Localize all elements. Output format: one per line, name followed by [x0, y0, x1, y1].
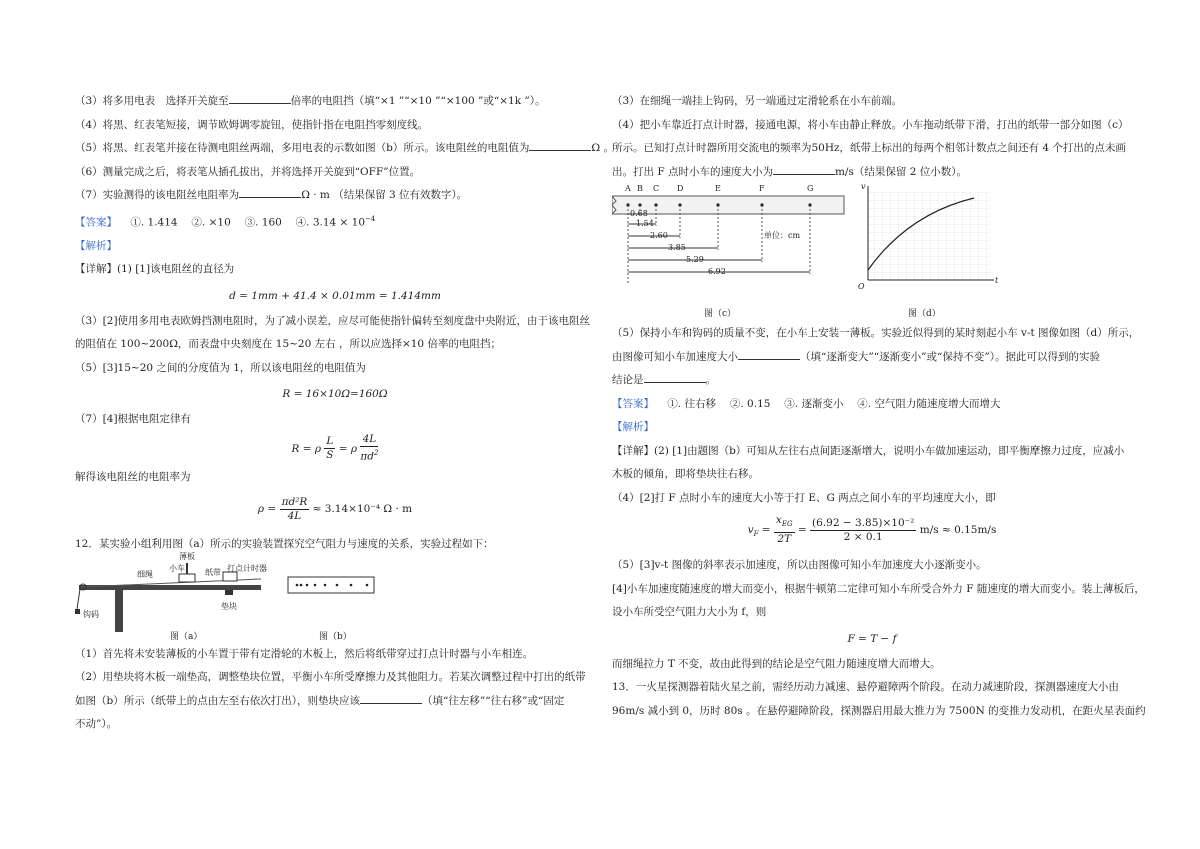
tape-dim-3: 2.60 — [650, 231, 668, 240]
detail-12-1: 【详解】(2) [1]由题图（b）可知从左往右点间距逐渐增大，说明小车做加速运动，即平衡摩擦力过度，应减小 — [612, 444, 1125, 457]
label-rope: 细绳 — [137, 569, 153, 579]
tape-point-G: G — [807, 184, 814, 193]
q12-step2b: 如图（b）所示（纸带上的点由左至右依次打出），则垫块应该 （填“往左移”“往右移”或“固定 — [75, 690, 595, 714]
formula-force: F = T − f — [847, 632, 897, 645]
q12-step5b: 由图像可知小车加速度大小 （填“逐渐变大”“逐渐变小”或“保持不变”）。据此可以得到的实验 — [612, 346, 1132, 370]
question-13: 13．一火星探测器着陆火星之前，需经历动力减速、悬停避障两个阶段。在动力减速阶段，探测器速度大小由 — [612, 681, 1119, 694]
question-12: 12．某实验小组利用图（a）所示的实验装置探究空气阻力与速度的关系，实验过程如下： — [75, 538, 494, 550]
tape-c-diagram — [612, 188, 852, 288]
label-cart: 小车 — [169, 563, 185, 573]
label-weight: 钩码 — [83, 609, 99, 619]
label-timer: 打点计时器 — [227, 563, 267, 573]
caption-fig-d: 图（d） — [908, 309, 941, 319]
label-block: 垫块 — [221, 601, 237, 611]
detail-12-4: [4]小车加速度随速度的增大而变小，根据牛顿第二定律可知小车所受合外力 F 随速度的增大而变小。装上薄板后， — [612, 582, 1145, 595]
graph-x-axis-label: t — [995, 276, 999, 285]
tape-point-E: E — [715, 184, 721, 193]
tape-point-C: C — [653, 184, 660, 193]
right-column — [612, 90, 1146, 723]
q12-step4: （4）把小车靠近打点计时器，接通电源，将小车由静止释放。小车拖动纸带下滑，打出的纸带一部分如图（c） — [612, 118, 1129, 131]
detail-1: 【详解】(1) [1]该电阻丝的直径为 — [75, 263, 235, 275]
tape-point-D: D — [677, 184, 684, 193]
detail-12-2: （4）[2]打 F 点时小车的速度大小等于打 E、G 两点之间小车的平均速度大小，即 — [612, 491, 996, 504]
tape-dim-5: 5.29 — [686, 255, 704, 264]
question-13b: 96m/s 减小到 0，历时 80s 。在悬停避障阶段，探测器启用最大推力为 7500N 的变推力发动机，在距火星表面约 — [612, 704, 1146, 717]
q12-step5: （5）保持小车和钩码的质量不变，在小车上安装一薄板。实验近似得到的某时刻起小车 v-t 图像如图（d）所示， — [612, 327, 1140, 339]
q11-step3: （3）将多用电表 选择开关旋至 倍率的电阻挡（填“×1 ”“×10 ”“×100 ”或“×1k ”）。 — [75, 90, 595, 114]
q12-step4b: 所示。已知打点计时器所用交流电的频率为50Hz，纸带上标出的每两个相邻计数点之间还有 4 个打出的点未画 — [612, 142, 1126, 154]
answer-blank[interactable] — [644, 371, 706, 383]
answer-line-12: 【答案】 ①. 往右移 ②. 0.15 ③. 逐渐变小 ④. 空气阻力随速度增大而增大 — [612, 397, 1001, 410]
tape-b-diagram — [287, 573, 377, 603]
detail-3: （5）[3]15~20 之间的分度值为 1，所以该电阻丝的电阻值为 — [75, 361, 366, 374]
q12-step2d: 不动”）。 — [75, 718, 118, 730]
detail-4: （7）[4]根据电阻定律有 — [75, 413, 192, 425]
graph-origin-label: O — [858, 282, 865, 291]
formula-diameter: d = 1mm + 41.4 × 0.01mm = 1.414mm — [229, 289, 441, 302]
answer-tag-12: 【答案】 — [612, 397, 654, 410]
analysis-tag: 【解析】 — [75, 239, 117, 252]
q11-step5: （5）将黑、红表笔并接在待测电阻丝两端，多用电表的示数如图（b）所示。该电阻丝的电阻值为 Ω 。 — [75, 137, 595, 161]
caption-fig-b: 图（b） — [319, 631, 352, 642]
tape-dim-2: 1.54 — [636, 219, 654, 228]
tape-dim-1: 0.68 — [630, 209, 648, 218]
q11-step7: （7）实验测得的该电阻丝电阻率为 Ω · m （结果保留 3 位有效数字）。 — [75, 184, 595, 208]
figure-a-b — [75, 551, 595, 643]
tape-point-B: B — [637, 184, 643, 193]
answer-blank[interactable] — [360, 692, 422, 704]
tape-point-A: A — [625, 184, 631, 193]
answer-blank[interactable] — [738, 348, 800, 360]
q12-step4c: 出。打出 F 点时小车的速度大小为 m/s（结果保留 2 位小数）。 — [612, 161, 1132, 185]
caption-fig-a: 图（a） — [170, 631, 203, 642]
tape-unit: 单位：cm — [764, 231, 801, 240]
detail-12-3: （5）[3]v-t 图像的斜率表示加速度，所以由图像可知小车加速度大小逐渐变小。 — [612, 559, 987, 572]
answer-blank[interactable] — [529, 139, 591, 151]
q12-step5d: 结论是 。 — [612, 369, 1132, 393]
caption-fig-c: 图（c） — [704, 309, 737, 319]
graph-y-axis-label: v — [861, 182, 866, 191]
detail-5: 解得该电阻丝的电阻率为 — [75, 470, 191, 483]
label-tape: 纸带 — [205, 567, 221, 577]
tape-dim-6: 6.92 — [708, 267, 726, 276]
tape-dim-4: 3.85 — [668, 243, 686, 252]
formula-resistance-law: R = ρ $\frac{L}{S}$ = ρ $\frac{4L}{\pi d^2}$ — [291, 433, 379, 463]
q12-step3: （3）在细绳一端挂上钩码，另一端通过定滑轮系在小车前端。 — [612, 95, 903, 107]
formula-resistance: R = 16×10Ω=160Ω — [282, 388, 388, 400]
tape-point-F: F — [759, 184, 765, 193]
q11-step6: （6）测量完成之后，将表笔从插孔拔出，并将选择开关旋到“OFF”位置。 — [75, 165, 421, 178]
analysis-tag-12: 【解析】 — [612, 421, 654, 433]
answer-blank[interactable] — [239, 186, 301, 198]
answer-blank[interactable] — [773, 163, 835, 175]
left-column — [75, 90, 614, 737]
vt-graph — [858, 184, 998, 296]
detail-2: （3）[2]使用多用电表欧姆挡测电阻时，为了减小误差，应尽可能使指针偏转至刻度盘中央附近，由于该电阻丝 — [75, 314, 591, 327]
q12-step2: （2）用垫块将木板一端垫高，调整垫块位置，平衡小车所受摩擦力及其他阻力。若某次调整过程中打出的纸带 — [75, 671, 586, 683]
answer-tag: 【答案】 — [75, 216, 117, 228]
detail-12-4b: 设小车所受空气阻力大小为 f，则 — [612, 606, 767, 619]
answer-line: 【答案】 ①. 1.414 ②. ×10 ③. 160 ④. $3.14 \times 10^{-4}$ — [75, 214, 376, 228]
q11-step4: （4）将黑、红表笔短接，调节欧姆调零旋钮，使指针指在电阻挡零刻度线。 — [75, 118, 429, 131]
formula-velocity: $v_F$ = $\frac{x_{EG}}{2T}$ = $\frac{\text{(6.92 − 3.85)×10⁻²}}{2 \times 0.1}$ m/s ≈ 0.15m/s — [747, 514, 997, 545]
detail-12-1b: 木板的倾角，即将垫块往右移。 — [612, 468, 759, 480]
formula-resistivity: ρ = $\frac{\text{πd²R}}{4L}$ ≈ 3.14×10⁻⁴ Ω · m — [257, 495, 413, 522]
figure-c-d — [612, 184, 1132, 322]
answer-blank[interactable] — [229, 92, 291, 104]
detail-12-5: 而细绳拉力 T 不变，故由此得到的结论是空气阻力随速度增大而增大。 — [612, 657, 941, 670]
detail-2b: 的阻值在 100~200Ω，而表盘中央刻度在 15~20 左右 ，所以应选择×10 倍率的电阻挡； — [75, 338, 501, 350]
label-thin-plate: 薄板 — [179, 551, 195, 561]
q12-step1: （1）首先将未安装薄板的小车置于带有定滑轮的木板上，然后将纸带穿过打点计时器与小车相连。 — [75, 647, 534, 660]
